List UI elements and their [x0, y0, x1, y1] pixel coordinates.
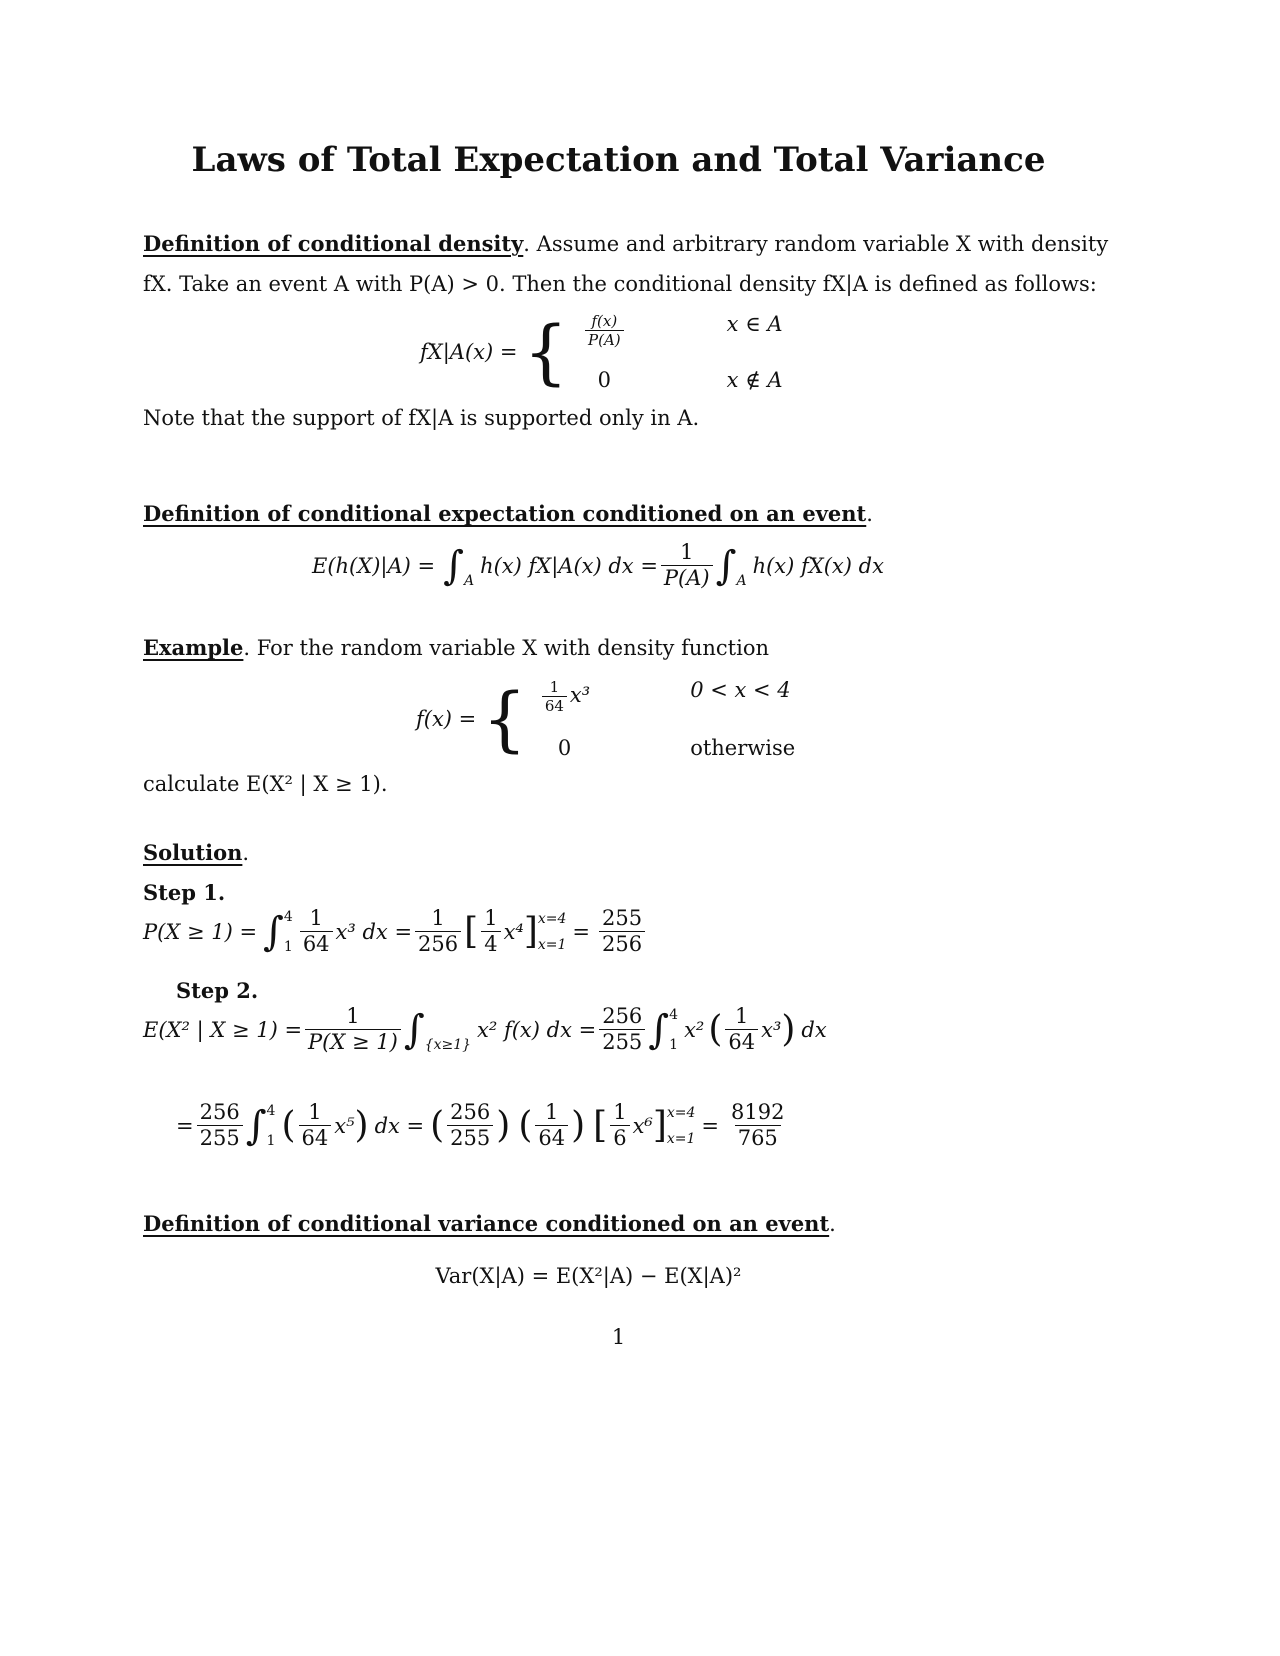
right-bracket-icon: ] — [523, 911, 538, 953]
x-cubed: x³ — [761, 1017, 782, 1042]
step1-line: Step 1. — [143, 880, 226, 905]
equals-sign: = — [572, 919, 591, 944]
step1-frac-1-256: $\frac{1}{256}$ — [415, 906, 461, 957]
example-eq-lhs: f(x) = — [416, 707, 477, 731]
one-over-pa: $\frac{1}{P(A)}$ — [661, 540, 713, 591]
x-sixth: x⁶ — [632, 1113, 653, 1138]
right-paren-icon: ) — [781, 1009, 796, 1051]
integral-icon: ∫ — [443, 542, 464, 589]
example-case-values — [539, 678, 590, 760]
cond-exp-mid: h(x) fX|A(x) dx = — [480, 553, 658, 578]
cond-density-line2: fX. Take an event A with P(A) > 0. Then the conditional density fX|A is defined as follows: — [143, 272, 1097, 296]
calculate-line: calculate E(X² | X ≥ 1). — [143, 772, 388, 796]
right-paren-icon-3: ) — [496, 1105, 511, 1147]
cond-expectation-heading: Definition of conditional expectation conditioned on an event — [143, 501, 867, 526]
cond-density-line1-text: . Assume and arbitrary random variable X with density — [523, 232, 1109, 256]
step2-int-sub: {x≥1} — [424, 1036, 472, 1053]
cond-exp-lhs: E(h(X)|A) = — [312, 553, 436, 578]
integral-icon-4: ∫ — [403, 1006, 425, 1053]
step1-eval-limits: x=4 x=1 — [537, 910, 567, 953]
right-bracket-icon-2: ] — [652, 1105, 667, 1147]
step2-frac-1-64: $\frac{1}{64}$ — [725, 1004, 758, 1055]
cond-variance-equation: Var(X|A) = E(X²|A) − E(X|A)² — [435, 1264, 742, 1288]
cases-conditions — [727, 308, 783, 396]
support-note: Note that the support of fX|A is supported only in A. — [143, 406, 700, 430]
right-paren-icon-2: ) — [354, 1105, 369, 1147]
step2-frac-256-255: $\frac{256}{255}$ — [599, 1004, 645, 1055]
case2-value: 0 — [597, 368, 612, 392]
case2-condition: x ∉ A — [726, 368, 783, 392]
solution-line: Solution. — [143, 840, 250, 865]
x-fifth: x⁵ — [334, 1113, 355, 1138]
example-heading: Example — [143, 635, 244, 660]
left-bracket-icon-2: [ — [593, 1105, 608, 1147]
step1-frac-1-4: $\frac{1}{4}$ — [481, 906, 500, 957]
step2-lhs: E(X² | X ≥ 1) = — [143, 1017, 303, 1042]
step2-mid: x² f(x) dx = — [477, 1017, 597, 1042]
cond-density-definition-line1 — [143, 224, 1108, 264]
example-case2: 0 — [557, 736, 572, 760]
step1-label: Step 1 — [143, 880, 218, 905]
left-brace-icon: { — [523, 311, 569, 393]
line3-frac-1-64-b: $\frac{1}{64}$ — [535, 1100, 568, 1151]
left-paren-icon: ( — [708, 1009, 723, 1051]
cond-variance-heading: Definition of conditional variance conditioned on an event — [143, 1211, 830, 1236]
page-number: 1 — [611, 1325, 626, 1349]
step2-label: Step 2 — [176, 978, 251, 1003]
step2-equation — [143, 1004, 827, 1055]
line3-frac-1-64: $\frac{1}{64}$ — [299, 1100, 332, 1151]
page-title: Laws of Total Expectation and Total Variance — [191, 140, 1046, 180]
integral-icon-5: ∫ — [648, 1006, 670, 1053]
example-case1: $\frac{1}{64}$ x³ — [539, 678, 590, 715]
line3-dx: dx = — [374, 1113, 425, 1138]
line3-eval-limits: x=4 x=1 — [666, 1104, 696, 1147]
cond-expectation-heading-line: Definition of conditional expectation conditioned on an event. — [143, 501, 873, 526]
step1-a: x³ dx = — [335, 919, 413, 944]
step2-limits: 4 1 — [669, 1006, 679, 1053]
line3-frac-256-255-b: $\frac{256}{255}$ — [447, 1100, 493, 1151]
example-density-equation — [416, 678, 795, 760]
cond-variance-heading-line: Definition of conditional variance conditioned on an event. — [143, 1211, 836, 1236]
left-brace-icon-2: { — [482, 678, 527, 760]
step1-b: x⁴ — [503, 919, 524, 944]
left-bracket-icon: [ — [464, 911, 479, 953]
cond-density-eq-lhs: fX|A(x) = — [420, 340, 518, 364]
cond-exp-right: h(x) fX(x) dx — [752, 553, 884, 578]
left-paren-icon-2: ( — [281, 1105, 296, 1147]
left-paren-icon-4: ( — [518, 1105, 533, 1147]
line3-frac-1-6: $\frac{1}{6}$ — [610, 1100, 629, 1151]
integral-sub-a-2: A — [736, 572, 747, 589]
example-text: . For the random variable X with density function — [243, 636, 769, 660]
example-cond1: 0 < x < 4 — [690, 678, 791, 702]
step1-equation — [143, 906, 648, 957]
equals-sign-3: = — [701, 1113, 720, 1138]
step2-frac: $\frac{1}{P(X \ge 1)}$ — [305, 1004, 401, 1055]
step2-line3-equation — [176, 1100, 790, 1151]
step1-result: $\frac{255}{256}$ — [599, 906, 645, 957]
step2-dx: dx — [801, 1017, 827, 1042]
cond-density-equation — [420, 312, 783, 392]
case1-fraction: $\frac{f(x)}{P(A)}$ — [585, 312, 624, 349]
integral-sub-a: A — [463, 572, 475, 589]
right-paren-icon-4: ) — [571, 1105, 586, 1147]
cases-values — [582, 312, 627, 392]
example-cond2: otherwise — [690, 736, 796, 760]
example-line — [143, 628, 769, 668]
step1-limits: 4 1 — [283, 908, 293, 955]
integral-icon-3: ∫ — [263, 908, 284, 955]
equals-sign-2: = — [176, 1113, 194, 1138]
line3-frac-256-255: $\frac{256}{255}$ — [197, 1100, 243, 1151]
integral-icon-6: ∫ — [245, 1102, 267, 1149]
example-case-conditions — [690, 674, 795, 764]
line3-result: $\frac{8192}{765}$ — [731, 1100, 785, 1151]
left-paren-icon-3: ( — [430, 1105, 445, 1147]
integral-icon-2: ∫ — [715, 542, 737, 589]
case1-condition: x ∈ A — [726, 312, 783, 336]
cond-density-heading: Definition of conditional density — [143, 231, 524, 256]
step2-line: Step 2. — [176, 978, 259, 1003]
solution-heading: Solution — [143, 840, 243, 865]
step1-frac-1-64: $\frac{1}{64}$ — [300, 906, 333, 957]
step1-lhs: P(X ≥ 1) = — [143, 919, 258, 944]
line3-limits: 4 1 — [266, 1102, 276, 1149]
x-squared: x² — [684, 1017, 705, 1042]
cond-expectation-equation — [312, 540, 884, 591]
